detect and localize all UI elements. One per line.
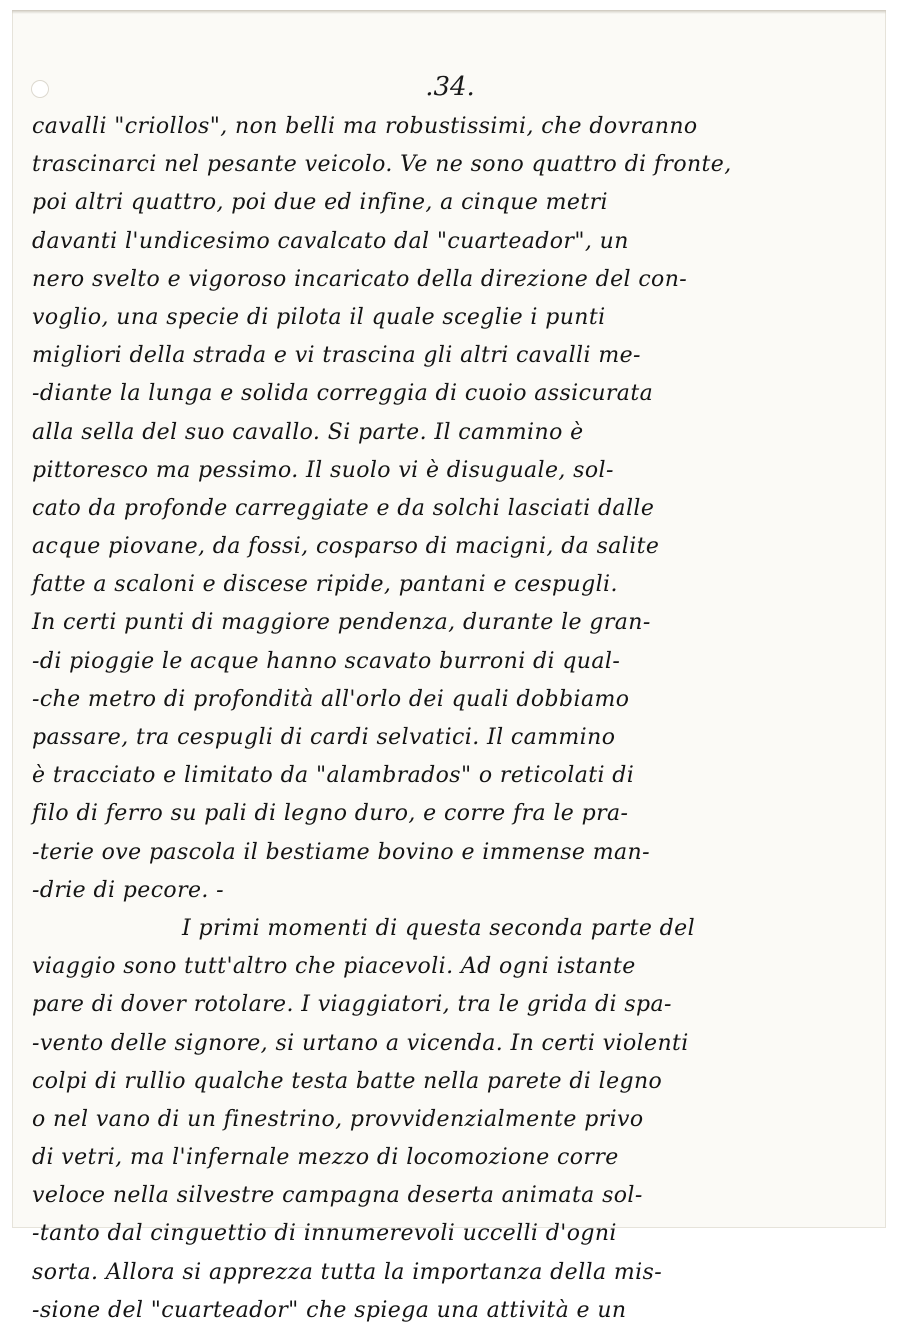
text-line: -vento delle signore, si urtano a vicenda. In certi violenti (32, 1030, 689, 1056)
text-line: trascinarci nel pesante veicolo. Ve ne sono quattro di fronte, (32, 152, 732, 178)
text-line: colpi di rullio qualche testa batte nella parete di legno (32, 1068, 663, 1094)
text-line: pittoresco ma pessimo. Il suolo vi è disuguale, sol- (32, 457, 614, 483)
text-line: passare, tra cespugli di cardi selvatici. Il cammino (32, 725, 616, 750)
text-line: pare di dover rotolare. I viaggiatori, tra le grida di spa- (32, 992, 672, 1018)
text-line: sorta. Allora si apprezza tutta la importanza della mis- (32, 1259, 663, 1285)
text-line: filo di ferro su pali di legno duro, e corre fra le pra- (32, 801, 629, 827)
text-line: di vetri, ma l'infernale mezzo di locomozione corre (32, 1145, 619, 1171)
handwritten-text-block (32, 108, 884, 1330)
text-line: -che metro di profondità all'orlo dei quali dobbiamo (32, 686, 630, 712)
page-top-edge (12, 10, 886, 14)
text-line: migliori della strada e vi trascina gli altri cavalli me- (32, 343, 641, 369)
text-line: poi altri quattro, poi due ed infine, a cinque metri (32, 190, 608, 216)
text-line: davanti l'undicesimo cavalcato dal "cuarteador", un (32, 228, 629, 254)
text-line: -tanto dal cinguettio di innumerevoli uccelli d'ogni (32, 1221, 617, 1247)
text-line: veloce nella silvestre campagna deserta animata sol- (32, 1183, 643, 1209)
text-line: voglio, una specie di pilota il quale sceglie i punti (32, 304, 606, 330)
punch-hole (31, 80, 49, 98)
text-line: In certi punti di maggiore pendenza, durante le gran- (32, 610, 651, 636)
text-line: è tracciato e limitato da "alambrados" o reticolati di (32, 763, 635, 789)
page-number: .34. (425, 72, 475, 102)
text-line: -terie ove pascola il bestiame bovino e immense man- (32, 839, 650, 865)
text-line: -sione del "cuarteador" che spiega una attività e un (32, 1297, 627, 1323)
text-line: -drie di pecore. - (32, 877, 225, 903)
text-line: nero svelto e vigoroso incaricato della direzione del con- (32, 266, 688, 292)
text-line: acque piovane, da fossi, cosparso di macigni, da salite (32, 534, 660, 560)
text-line: I primi momenti di questa seconda parte del (182, 915, 696, 941)
text-line: alla sella del suo cavallo. Si parte. Il cammino è (32, 419, 584, 445)
text-line: o nel vano di un finestrino, provvidenzialmente privo (32, 1106, 644, 1132)
text-line: cato da profonde carreggiate e da solchi lasciati dalle (32, 495, 655, 521)
text-line: cavalli "criollos", non belli ma robustissimi, che dovranno (32, 114, 698, 139)
text-line: -diante la lunga e solida correggia di cuoio assicurata (32, 381, 654, 407)
text-line: -di pioggie le acque hanno scavato burroni di qual- (32, 648, 621, 674)
text-line: viaggio sono tutt'altro che piacevoli. Ad ogni istante (32, 954, 636, 980)
text-line: fatte a scaloni e discese ripide, pantani e cespugli. (32, 572, 618, 598)
